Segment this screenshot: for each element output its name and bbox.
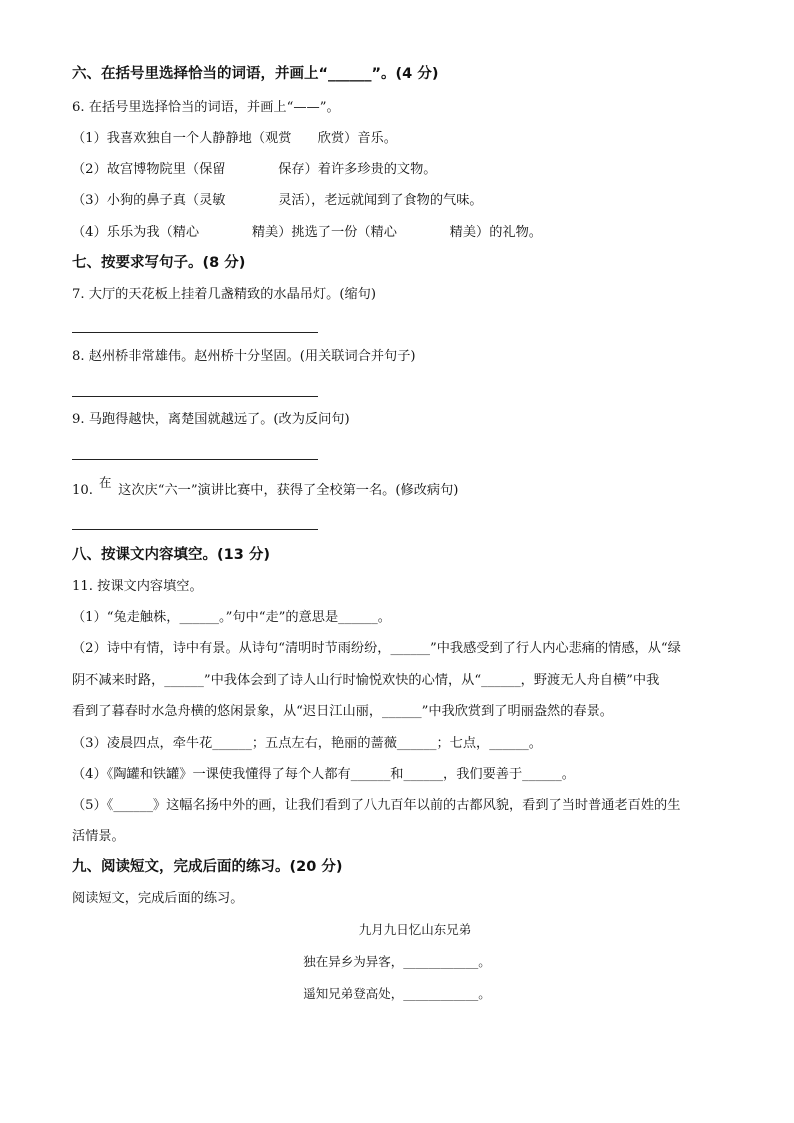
question-6-item-3: （3）小狗的鼻子真（灵敏 灵活），老远就闻到了食物的气味。: [72, 193, 483, 208]
question-10-answer-line[interactable]: [72, 529, 318, 530]
question-10-prompt: [72, 482, 458, 500]
question-6-item-1: （1）我喜欢独自一个人静静地（观赏 欣赏）音乐。: [72, 131, 397, 146]
section-8-heading: 八、按课文内容填空。(13 分): [72, 547, 270, 563]
question-10-text: 这次庆“六一”演讲比赛中，获得了全校第一名。(修改病句): [118, 483, 459, 498]
section-6-heading: 六、在括号里选择恰当的词语，并画上“______”。(4 分): [72, 66, 439, 82]
poem-line-2: 遥知兄弟登高处，____________。: [303, 986, 491, 1001]
question-11-item-3: （3）凌晨四点，牵牛花______；五点左右，艳丽的蔷薇______；七点，______。: [72, 736, 542, 751]
question-7-answer-line[interactable]: [72, 332, 318, 333]
question-10-inserted-word: 在: [99, 475, 112, 490]
question-11-item-2-line-3: 看到了暮春时水急舟横的悠闲景象，从“迟日江山丽，______”中我欣赏到了明丽盎然的春景。: [72, 704, 613, 719]
question-6-prompt: 6. 在括号里选择恰当的词语，并画上“——”。: [72, 100, 340, 115]
question-8-prompt: 8. 赵州桥非常雄伟。赵州桥十分坚固。(用关联词合并句子): [72, 349, 416, 364]
question-11-item-5-line-2: 活情景。: [72, 829, 125, 844]
question-11-item-1: （1）“兔走触株，______。”句中“走”的意思是______。: [72, 610, 391, 625]
poem-line-1: 独在异乡为异客，____________。: [303, 954, 491, 969]
question-11-item-5-line-1: （5）《______》这幅名扬中外的画，让我们看到了八九百年以前的古都风貌，看到了当时普通老百姓的生: [72, 798, 681, 813]
reading-intro: 阅读短文，完成后面的练习。: [72, 891, 244, 906]
question-10-number: 10.: [72, 483, 93, 498]
question-8-answer-line[interactable]: [72, 396, 318, 397]
section-7-heading: 七、按要求写句子。(8 分): [72, 255, 246, 271]
question-6-item-4: （4）乐乐为我（精心 精美）挑选了一份（精心 精美）的礼物。: [72, 225, 542, 240]
question-11-prompt: 11. 按课文内容填空。: [72, 579, 203, 594]
question-6-item-2: （2）故宫博物院里（保留 保存）着许多珍贵的文物。: [72, 162, 437, 177]
section-9-heading: 九、阅读短文，完成后面的练习。(20 分): [72, 859, 343, 875]
question-7-prompt: 7. 大厅的天花板上挂着几盏精致的水晶吊灯。(缩句): [72, 287, 376, 302]
poem-title: 九月九日忆山东兄弟: [358, 922, 472, 937]
question-9-prompt: 9. 马跑得越快，离楚国就越远了。(改为反问句): [72, 412, 350, 427]
question-11-item-2-line-2: 阴不减来时路，______”中我体会到了诗人山行时愉悦欢快的心情，从“______，野渡无人舟自横”中我: [72, 673, 660, 688]
question-9-answer-line[interactable]: [72, 459, 318, 460]
question-11-item-4: （4）《陶罐和铁罐》一课使我懂得了每个人都有______和______，我们要善于______。: [72, 767, 575, 782]
question-11-item-2-line-1: （2）诗中有情，诗中有景。从诗句“清明时节雨纷纷，______”中我感受到了行人内心悲痛的情感，从“绿: [72, 641, 681, 656]
